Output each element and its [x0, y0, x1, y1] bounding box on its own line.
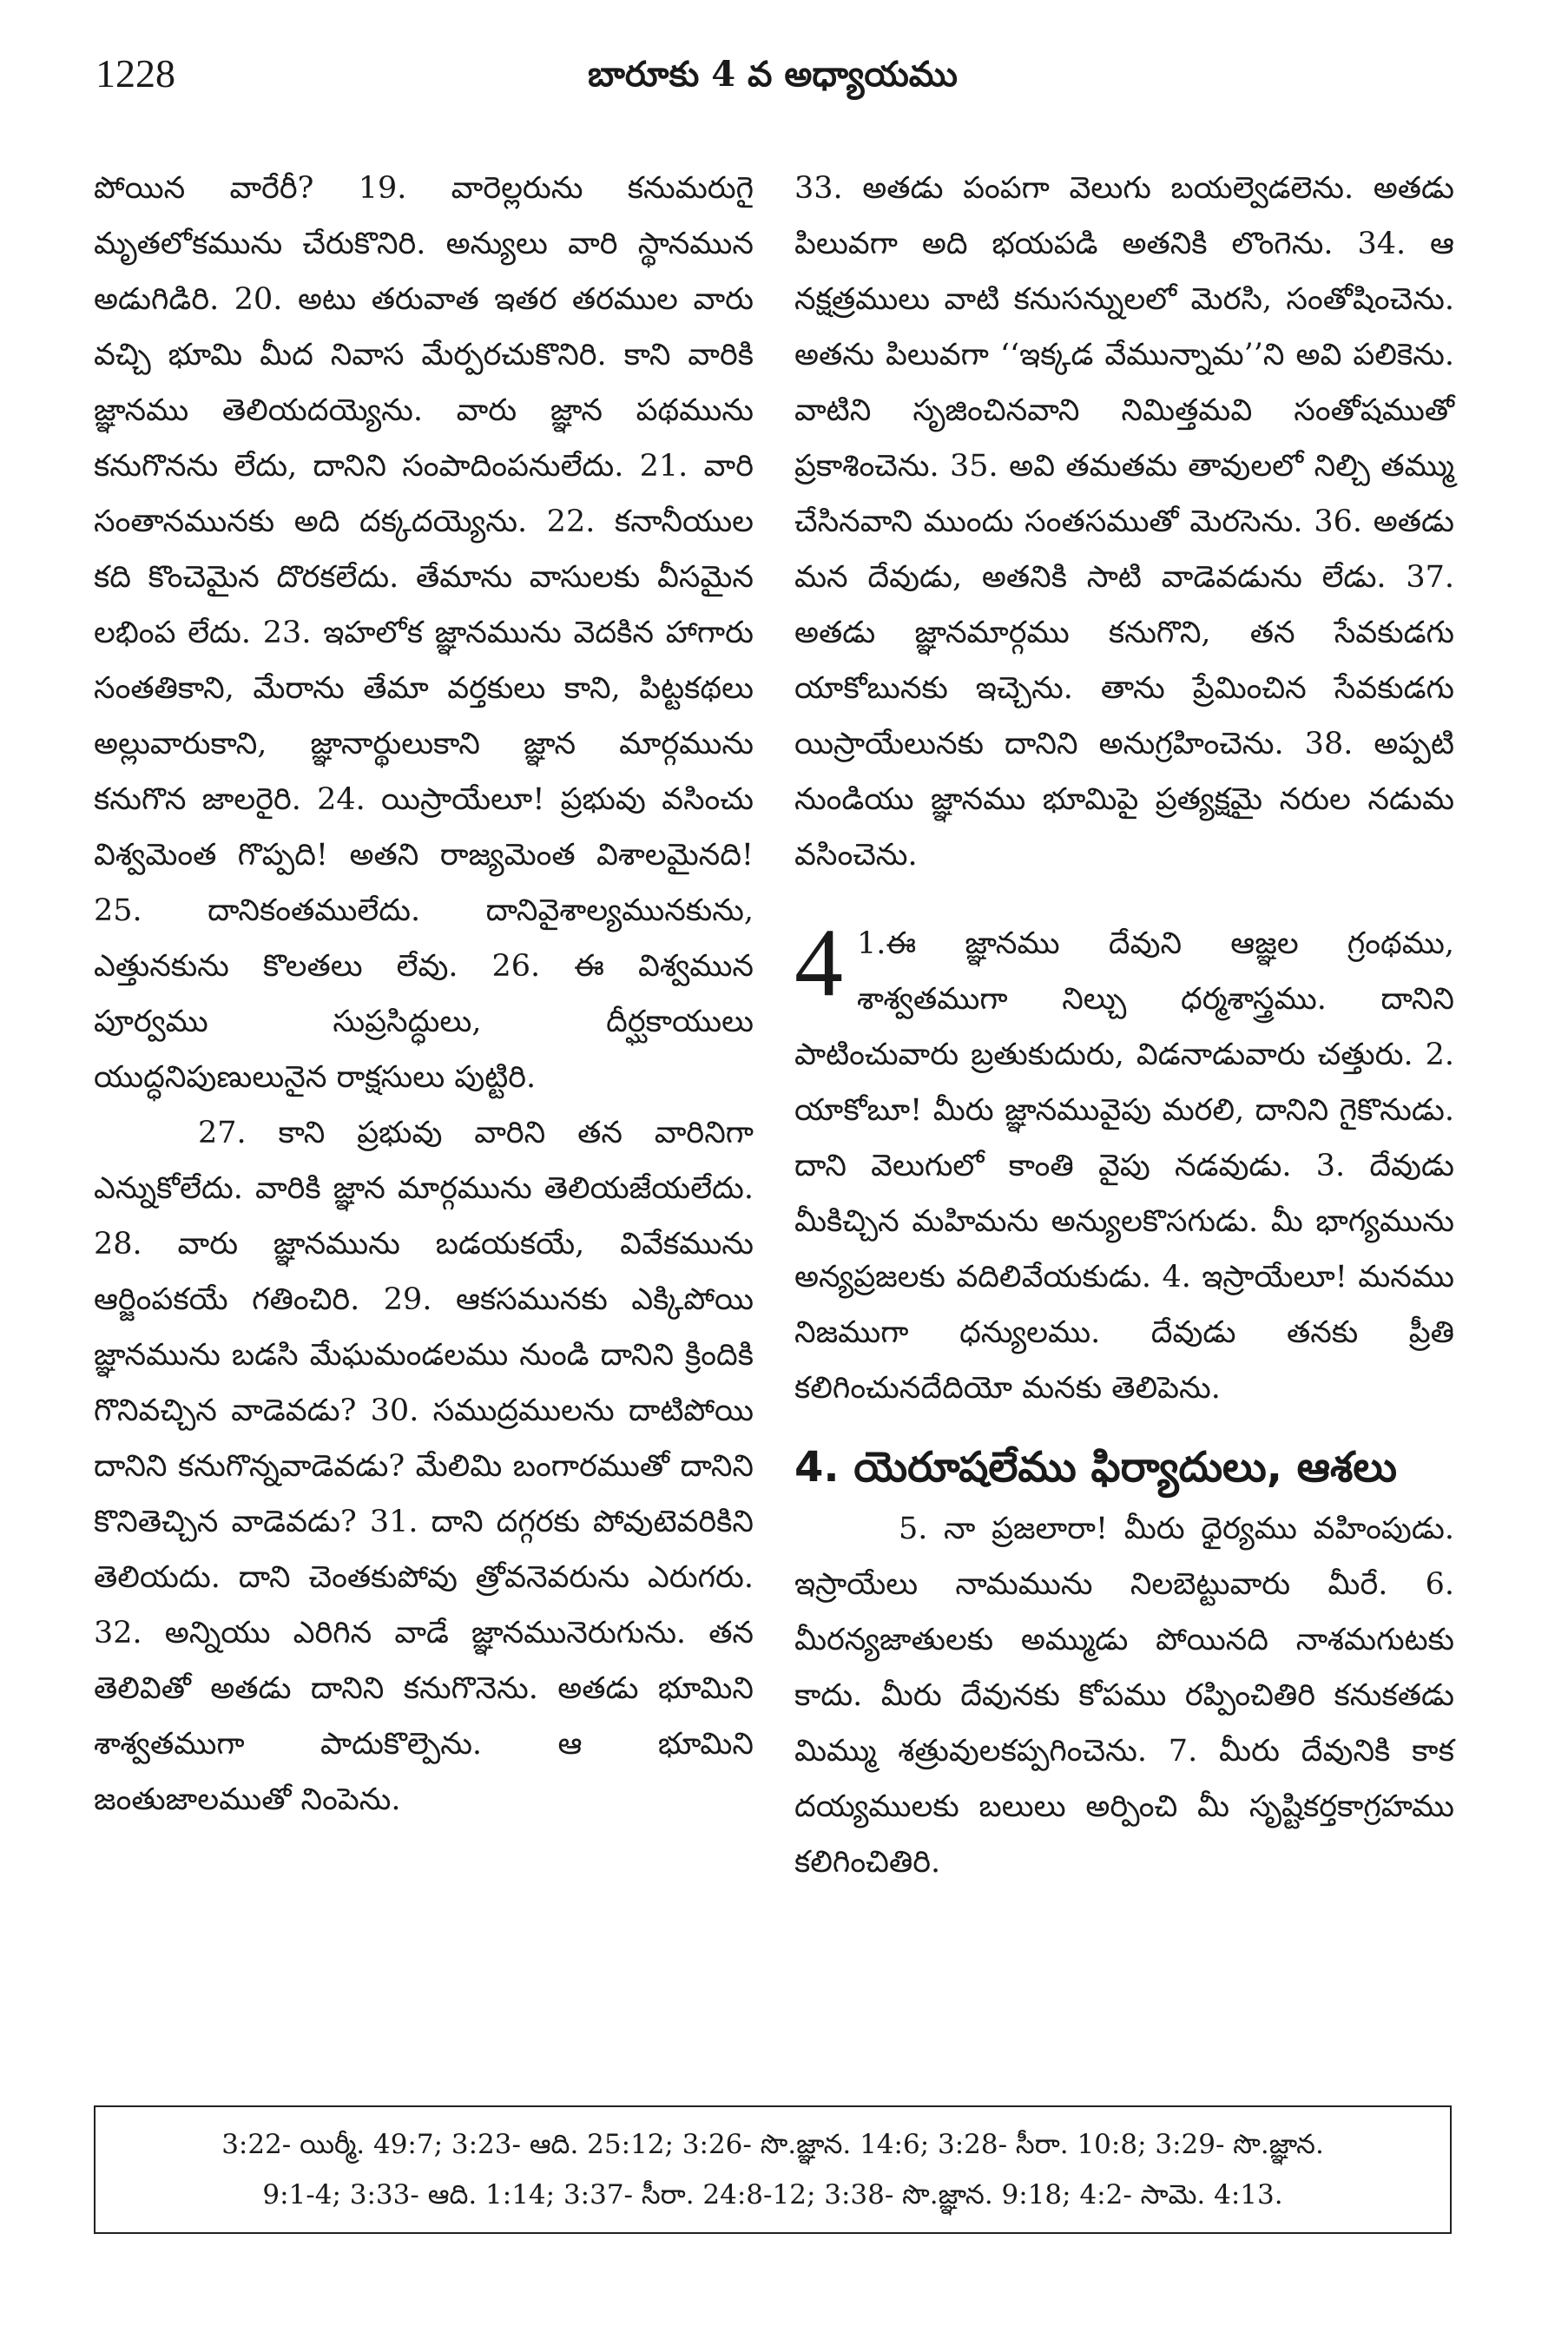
left-paragraph-1: పోయిన వారేరీ? 19. వారెల్లరును కనుమరుగై మృతలోకమును చేరుకొనిరి. అన్యులు వారి స్థానమున అడుగిడిరి. 20. అటు తరువాత ఇతర తరముల వారు వచ్చి భూమి మీద నివాస మేర్పరచుకొనిరి. కాని వారికి జ్ఞానము తెలియదయ్యెను. వారు జ్ఞాన పథమును కనుగొనను లేదు, దానిని సంపాదింపనులేదు. 21. వారి సంతానమునకు అది దక్కదయ్యెను. 22. కనానీయుల కది కొంచెమైన దొరకలేదు. తేమాను వాసులకు వీసమైన లభింప లేదు. 23. ఇహలోక జ్ఞానమును వెదకిన హాగారు సంతతికాని, మేరాను తేమా వర్తకులు కాని, పిట్టకథలు అల్లువారుకాని, జ్ఞానార్థులుకాని జ్ఞాన మార్గమును కనుగొన జాలరైరి. 24. యిస్రాయేలూ! ప్రభువు వసించు విశ్వమెంత గొప్పది! అతని రాజ్యమెంత విశాలమైనది! 25. దానికంతములేదు. దానివైశాల్యమునకును, ఎత్తునకును కొలతలు లేవు. 26. ఈ విశ్వమున పూర్వము సుప్రసిద్ధులు, దీర్ఘకాయులు యుద్ధనిపుణులునైన రాక్షసులు పుట్టిరి.	[94, 171, 754, 1095]
running-title: బారూకు 4 వ అధ్యాయము	[588, 54, 958, 95]
page-header	[96, 50, 1450, 102]
footnote-line-1: 3:22- యిర్మీ. 49:7; 3:23- ఆది. 25:12; 3:26- సొ.జ్ఞాన. 14:6; 3:28- సీరా. 10:8; 3:29- సొ.జ్ఞాన.	[221, 2129, 1324, 2160]
left-column	[94, 161, 754, 1828]
section-heading: 4. యెరూషలేము ఫిర్యాదులు, ఆశలు	[794, 1443, 1397, 1492]
right-paragraph-2: 5. నా ప్రజలారా! మీరు ధైర్యము వహింపుడు. ఇస్రాయేలు నామమును నిలబెట్టువారు మీరే. 6. మీరన్యజాతులకు అమ్ముడు పోయినది నాశమగుటకు కాదు. మీరు దేవునకు కోపము రప్పించితిరి కనుకతడు మిమ్ము శత్రువులకప్పగించెను. 7. మీరు దేవునికి కాక దయ్యములకు బలులు అర్పించి మీ సృష్టికర్తకాగ్రహము కలిగించితిరి.	[794, 1512, 1454, 1880]
left-paragraph-2: 27. కాని ప్రభువు వారిని తన వారినిగా ఎన్నుకోలేదు. వారికి జ్ఞాన మార్గమును తెలియజేయలేదు. 28. వారు జ్ఞానమును బడయకయే, వివేకమును ఆర్జింపకయే గతించిరి. 29. ఆకసమునకు ఎక్కిపోయి జ్ఞానమును బడసి మేఘమండలము నుండి దానిని క్రిందికి గొనివచ్చిన వాడెవడు? 30. సముద్రములను దాటిపోయి దానిని కనుగొన్నవాడెవడు? మేలిమి బంగారముతో దానిని కొనితెచ్చిన వాడెవడు? 31. దాని దగ్గరకు పోవుటెవరికిని తెలియదు. దాని చెంతకుపోవు త్రోవనెవరును ఎరుగరు. 32. అన్నియు ఎరిగిన వాడే జ్ఞానమునెరుగును. తన తెలివితో అతడు దానిని కనుగొనెను. అతడు భూమిని శాశ్వతముగా పాదుకొల్పెను. ఆ భూమిని జంతుజాలముతో నింపెను.	[94, 1116, 754, 1817]
footnote-box	[94, 2105, 1452, 2234]
chapter-number: 4	[794, 909, 843, 1017]
footnote-line-2: 9:1-4; 3:33- ఆది. 1:14; 3:37- సీరా. 24:8-12; 3:38- సొ.జ్ఞాన. 9:18; 4:2- సామె. 4:13.	[262, 2179, 1283, 2210]
chapter-block	[794, 909, 1454, 1416]
right-paragraph-1: 33. అతడు పంపగా వెలుగు బయల్వెడలెను. అతడు పిలువగా అది భయపడి అతనికి లొంగెను. 34. ఆ నక్షత్రములు వాటి కనుసన్నులలో మెరసి, సంతోషించెను. అతను పిలువగా ‘‘ఇక్కడ వేమున్నామ’’ని అవి పలికెను. వాటిని సృజించినవాని నిమిత్తమవి సంతోషముతో ప్రకాశించెను. 35. అవి తమతమ తావులలో నిల్చి తమ్ము చేసినవాని ముందు సంతసముతో మెరసెను. 36. అతడు మన దేవుడు, అతనికి సాటి వాడెవడును లేడు. 37. అతడు జ్ఞానమార్గము కనుగొని, తన సేవకుడగు యాకోబునకు ఇచ్చెను. తాను ప్రేమించిన సేవకుడగు యిస్రాయేలునకు దానిని అనుగ్రహించెను. 38. అప్పటి నుండియు జ్ఞానము భూమిపై ప్రత్యక్షమై నరుల నడుమ వసించెను.	[794, 171, 1454, 873]
right-column	[794, 161, 1454, 1890]
chapter-text: 1.ఈ జ్ఞానము దేవుని ఆజ్ఞల గ్రంథము, శాశ్వతముగా నిల్చు ధర్మశాస్త్రము. దానిని పాటించువారు బ్రతుకుదురు, విడనాడువారు చత్తురు. 2. యాకోబూ! మీరు జ్ఞానమువైపు మరలి, దానిని గైకొనుడు. దాని వెలుగులో కాంతి వైపు నడవుడు. 3. దేవుడు మీకిచ్చిన మహిమను అన్యులకొసగుడు. మీ భాగ్యమును అన్యప్రజలకు వదిలివేయకుడు. 4. ఇస్రాయేలూ! మనము నిజముగా ధన్యులము. దేవుడు తనకు ప్రీతి కలిగించునదేదియో మనకు తెలిపెను.	[794, 926, 1454, 1406]
page-number: 1228	[96, 51, 175, 96]
